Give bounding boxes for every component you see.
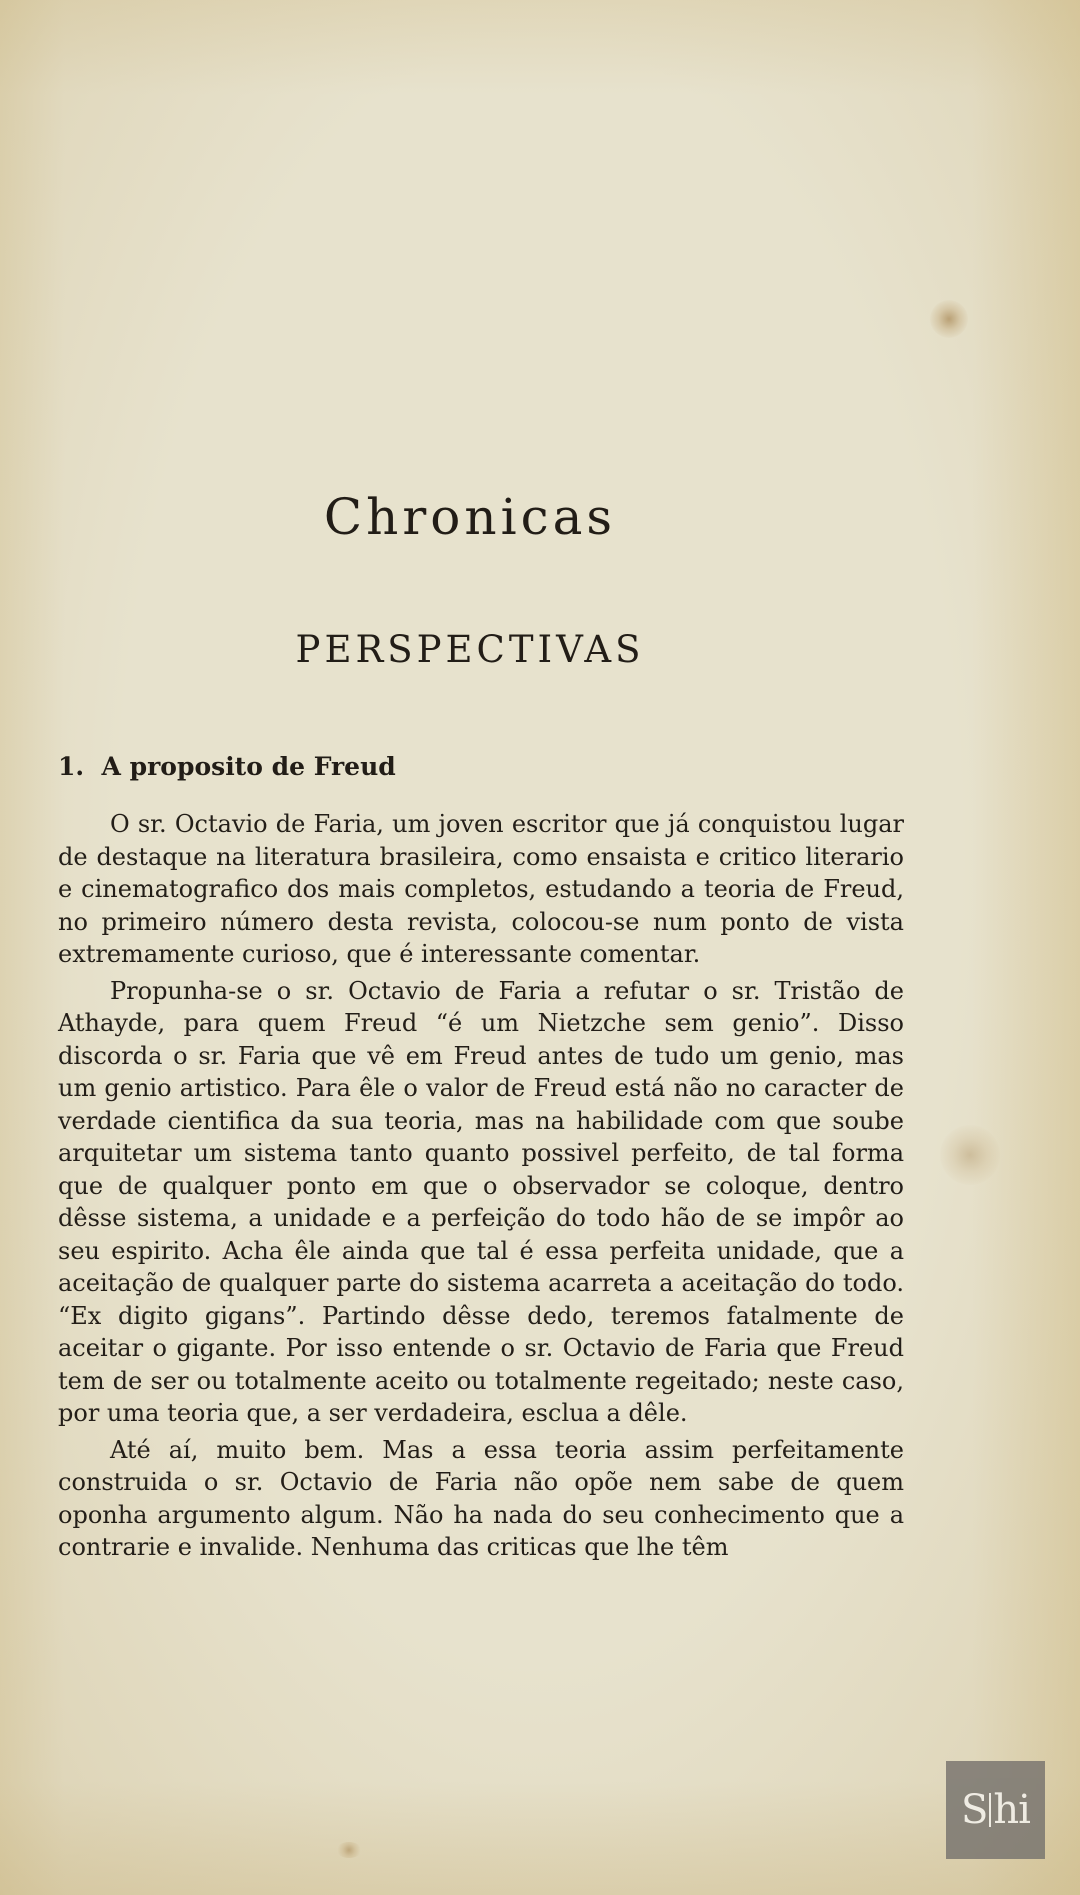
paragraph: Propunha-se o sr. Octavio de Faria a refutar o sr. Tristão de Athayde, para quem Freud “é um Nietzche sem genio”. Disso discorda o sr. Faria que vê em Freud antes de tudo um genio, mas um genio artistico. Para êle o valor de Freud está não no caracter de verdade cientifica da sua teoria, mas na habilidade com que soube arquitetar um sistema tanto quanto possivel perfeito, de tal forma que de qualquer ponto em que o observador se coloque, dentro dêsse sistema, a unidade e a perfeição do todo hão de se impôr ao seu espirito. Acha êle ainda que tal é essa perfeita unidade, que a aceitação de qualquer parte do sistema acarreta a aceitação do todo. “Ex digito gigans”. Partindo dêsse dedo, teremos fatalmente de aceitar o gigante. Por isso entende o sr. Octavio de Faria que Freud tem de ser ou totalmente aceito ou totalmente regeitado; neste caso, por uma teoria que, a ser verdadeira, esclua a dêle. xyxy=(58,976,904,1427)
watermark-logo xyxy=(946,1761,1045,1859)
logo-right-text: hi xyxy=(993,1787,1030,1833)
article-body xyxy=(58,808,904,1568)
paper-stain xyxy=(336,1842,362,1858)
paragraph: O sr. Octavio de Faria, um joven escritor que já conquistou lugar de destaque na literatura brasileira, como ensaista e critico literario e cinematografico dos mais completos, estudando a teoria de Freud, no primeiro número desta revista, colocou-se num ponto de vista extremamente curioso, que é interessante comentar. xyxy=(58,810,904,968)
logo-divider xyxy=(989,1793,991,1827)
subsection-title: A proposito de Freud xyxy=(101,752,396,781)
subsection-number: 1. xyxy=(58,752,85,781)
logo-left-text: S xyxy=(961,1787,988,1833)
paper-stain xyxy=(930,300,968,338)
paragraph: Até aí, muito bem. Mas a essa teoria assim perfeitamente construida o sr. Octavio de Faria não opõe nem sabe de quem oponha argumento algum. Não ha nada do seu conhecimento que a contrarie e invalide. Nenhuma das criticas que lhe têm xyxy=(58,1435,904,1561)
chapter-title: Chronicas xyxy=(323,488,617,546)
paper-stain xyxy=(940,1125,1000,1185)
section-title: PERSPECTIVAS xyxy=(295,628,645,671)
subsection-heading xyxy=(58,752,396,781)
